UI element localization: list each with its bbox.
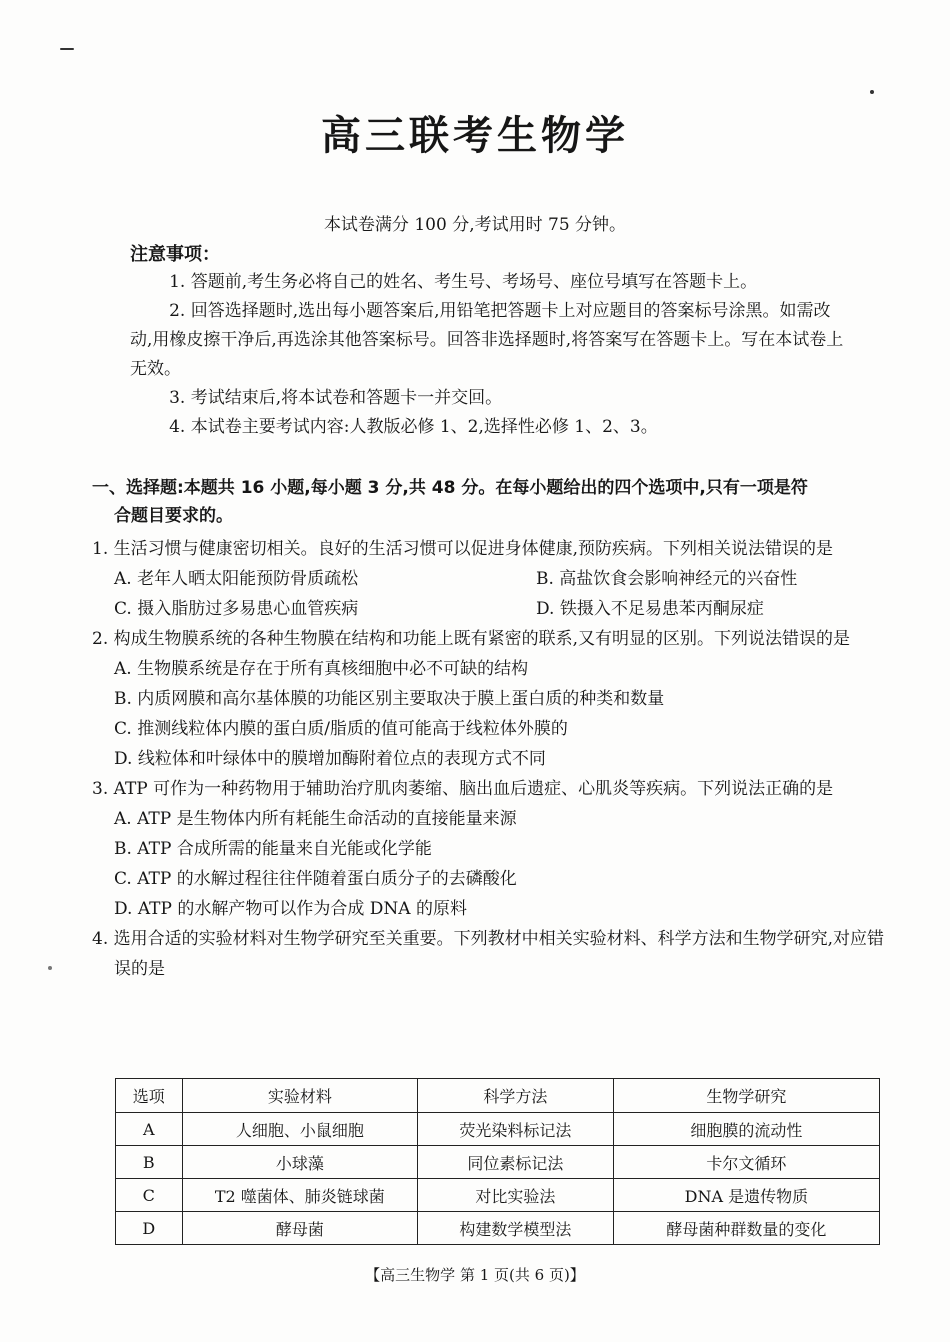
scan-mark [60,48,74,50]
table-cell: A [116,1113,183,1146]
option-d: D. ATP 的水解产物可以作为合成 DNA 的原料 [114,899,467,919]
table-row [116,1113,880,1146]
question-stem: 1. 生活习惯与健康密切相关。良好的生活习惯可以促进身体健康,预防疾病。下列相关说法错误的是 [92,539,834,559]
option-grid [92,564,892,624]
table-cell: 人细胞、小鼠细胞 [182,1113,417,1146]
option-b: B. ATP 合成所需的能量来自光能或化学能 [114,839,432,859]
table-header-cell: 选项 [116,1079,183,1113]
notice-item: 2. 回答选择题时,选出每小题答案后,用铅笔把答题卡上对应题目的答案标号涂黑。如需改动,用橡皮擦干净后,再选涂其他答案标号。回答非选择题时,将答案写在答题卡上。写在本试卷上无效。 [130,301,844,379]
table-cell: 小球藻 [182,1146,417,1179]
table-cell: T2 噬菌体、肺炎链球菌 [182,1179,417,1212]
option-b: B. 高盐饮食会影响神经元的兴奋性 [536,569,798,589]
section-heading-line1: 一、选择题:本题共 16 小题,每小题 3 分,共 48 分。在每小题给出的四个选项中,只有一项是符 [92,478,808,498]
option-a: A. 老年人晒太阳能预防骨质疏松 [114,569,359,589]
table-row [116,1146,880,1179]
table-row [116,1212,880,1245]
table-cell: 对比实验法 [418,1179,614,1212]
option-c: C. 推测线粒体内膜的蛋白质/脂质的值可能高于线粒体外膜的 [114,719,568,739]
table-header-cell: 生物学研究 [613,1079,879,1113]
table-cell: 荧光染料标记法 [418,1113,614,1146]
question-3 [92,774,892,924]
table-cell: 构建数学模型法 [418,1212,614,1245]
table-header-row [116,1079,880,1113]
section-heading-line2: 合题目要求的。 [114,506,233,526]
table-row [116,1179,880,1212]
question-stem: 2. 构成生物膜系统的各种生物膜在结构和功能上既有紧密的联系,又有明显的区别。下列说法错误的是 [92,629,851,649]
option-a: A. 生物膜系统是存在于所有真核细胞中必不可缺的结构 [114,659,529,679]
table-cell: C [116,1179,183,1212]
notice-item: 1. 答题前,考生务必将自己的姓名、考生号、考场号、座位号填写在答题卡上。 [169,272,758,292]
question-2 [92,624,892,774]
notice-heading: 注意事项： [130,244,220,265]
notice-list [130,268,850,442]
question-4 [92,924,892,984]
experiment-table [115,1078,880,1245]
table-cell: 细胞膜的流动性 [613,1113,879,1146]
table-header-cell: 科学方法 [418,1079,614,1113]
option-d: D. 铁摄入不足易患苯丙酮尿症 [536,599,764,619]
question-1 [92,534,892,624]
page-title: 高三联考生物学 [321,113,629,159]
table-header-cell: 实验材料 [182,1079,417,1113]
question-stem: 4. 选用合适的实验材料对生物学研究至关重要。下列教材中相关实验材料、科学方法和生物学研究,对应错误的是 [92,929,885,979]
question-stem: 3. ATP 可作为一种药物用于辅助治疗肌肉萎缩、脑出血后遗症、心肌炎等疾病。下列说法正确的是 [92,779,834,799]
table-cell: 酵母菌 [182,1212,417,1245]
option-c: C. ATP 的水解过程往往伴随着蛋白质分子的去磷酸化 [114,869,517,889]
table-cell: DNA 是遗传物质 [613,1179,879,1212]
section-heading [92,474,892,530]
exam-info: 本试卷满分 100 分,考试用时 75 分钟。 [323,215,627,235]
question-list [92,534,892,984]
option-d: D. 线粒体和叶绿体中的膜增加酶附着位点的表现方式不同 [114,749,546,769]
table-cell: B [116,1146,183,1179]
page-footer: 【高三生物学 第 1 页(共 6 页)】 [365,1266,585,1284]
table-cell: 同位素标记法 [418,1146,614,1179]
table-cell: 酵母菌种群数量的变化 [613,1212,879,1245]
scan-mark [870,90,874,94]
scan-mark [48,966,52,970]
option-b: B. 内质网膜和高尔基体膜的功能区别主要取决于膜上蛋白质的种类和数量 [114,689,665,709]
table-cell: D [116,1212,183,1245]
option-a: A. ATP 是生物体内所有耗能生命活动的直接能量来源 [114,809,517,829]
notice-item: 4. 本试卷主要考试内容:人教版必修 1、2,选择性必修 1、2、3。 [169,417,658,437]
option-c: C. 摄入脂肪过多易患心血管疾病 [114,599,359,619]
table-cell: 卡尔文循环 [613,1146,879,1179]
notice-item: 3. 考试结束后,将本试卷和答题卡一并交回。 [169,388,503,408]
